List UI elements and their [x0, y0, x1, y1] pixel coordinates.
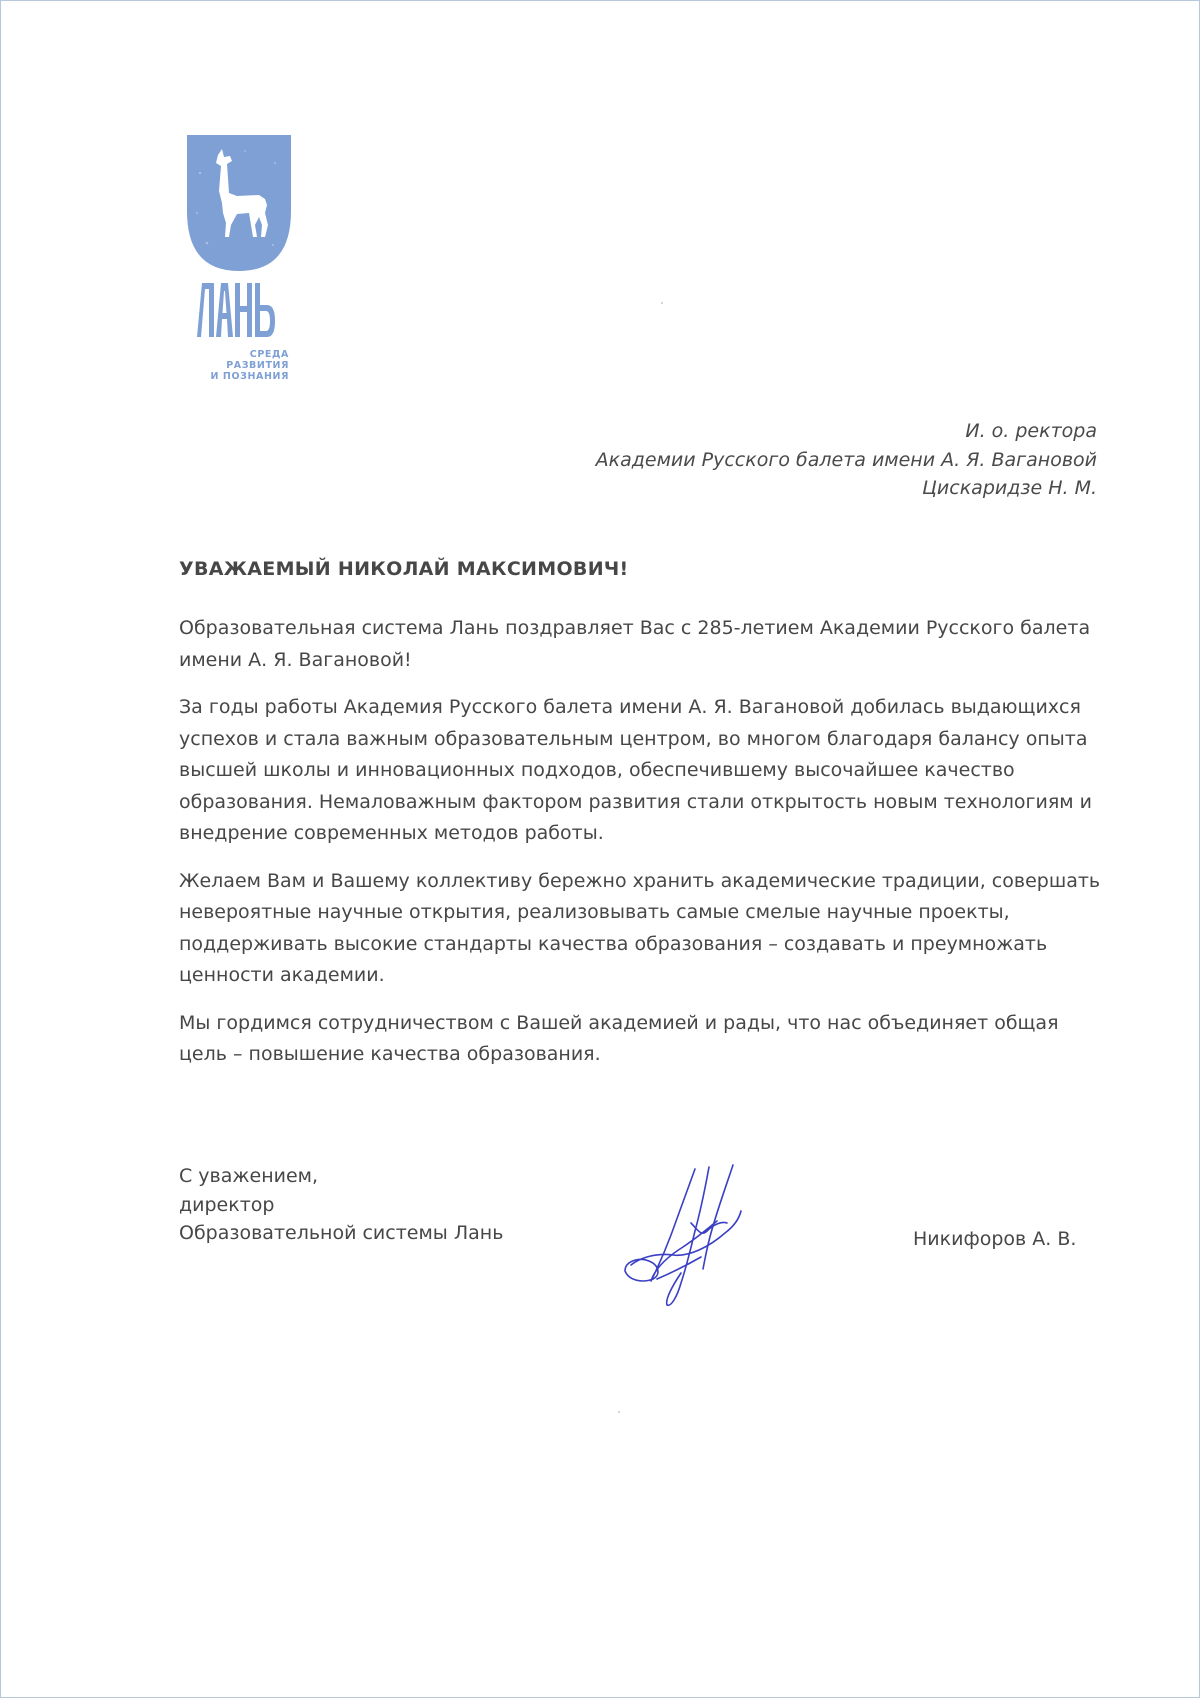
lan-wordmark-icon [195, 279, 277, 339]
body-paragraph: Образовательная система Лань поздравляет Вас с 285-летием Академии Русского балета имени А. Я. Вагановой! [179, 617, 1091, 671]
body-paragraph: Желаем Вам и Вашему коллективу бережно хранить академические традиции, совершать невероятные научные открытия, реализовывать самые смелые научные проекты, поддерживать высокие стандарты качества образования – создавать и преумножать ценности академии. [179, 869, 1101, 986]
body-paragraph: Мы гордимся сотрудничеством с Вашей академией и рады, что нас объединяет общая цель – повышение качества образования. [179, 1011, 1059, 1065]
body-paragraph: За годы работы Академия Русского балета имени А. Я. Вагановой добилась выдающихся успехов и стала важным образовательным центром, во многом благодаря балансу опыта высшей школы и инновационных подходов, обеспечившему высочайшее качество образования. Немаловажным фактором развития стали открытость новым технологиям и внедрение современных методов работы. [179, 696, 1093, 844]
letter-body [179, 613, 1109, 1087]
handwritten-signature-icon [621, 1161, 781, 1311]
logo-tagline-line: РАЗВИТИЯ [226, 360, 289, 371]
closing-regards: С уважением, [179, 1165, 319, 1187]
lan-logo [185, 133, 293, 382]
logo-tagline-line: СРЕДА [249, 349, 289, 360]
recipient-block [596, 417, 1097, 503]
greeting-heading: УВАЖАЕМЫЙ НИКОЛАЙ МАКСИМОВИЧ! [179, 558, 629, 580]
closing-block [179, 1162, 503, 1248]
recipient-organization: Академии Русского балета имени А. Я. Вагановой [595, 448, 1097, 471]
logo-tagline-line: И ПОЗНАНИЯ [210, 371, 289, 382]
recipient-name: Цискаридзе Н. М. [922, 477, 1097, 499]
paper-speck [618, 1411, 620, 1413]
paper-speck [661, 302, 663, 304]
logo-tagline [197, 349, 289, 382]
closing-position: директор [179, 1193, 275, 1216]
recipient-position: И. о. ректора [965, 420, 1097, 442]
signer-name: Никифоров А. В. [913, 1228, 1077, 1250]
deer-shield-icon [185, 133, 293, 273]
closing-organization: Образовательной системы Лань [179, 1222, 504, 1244]
